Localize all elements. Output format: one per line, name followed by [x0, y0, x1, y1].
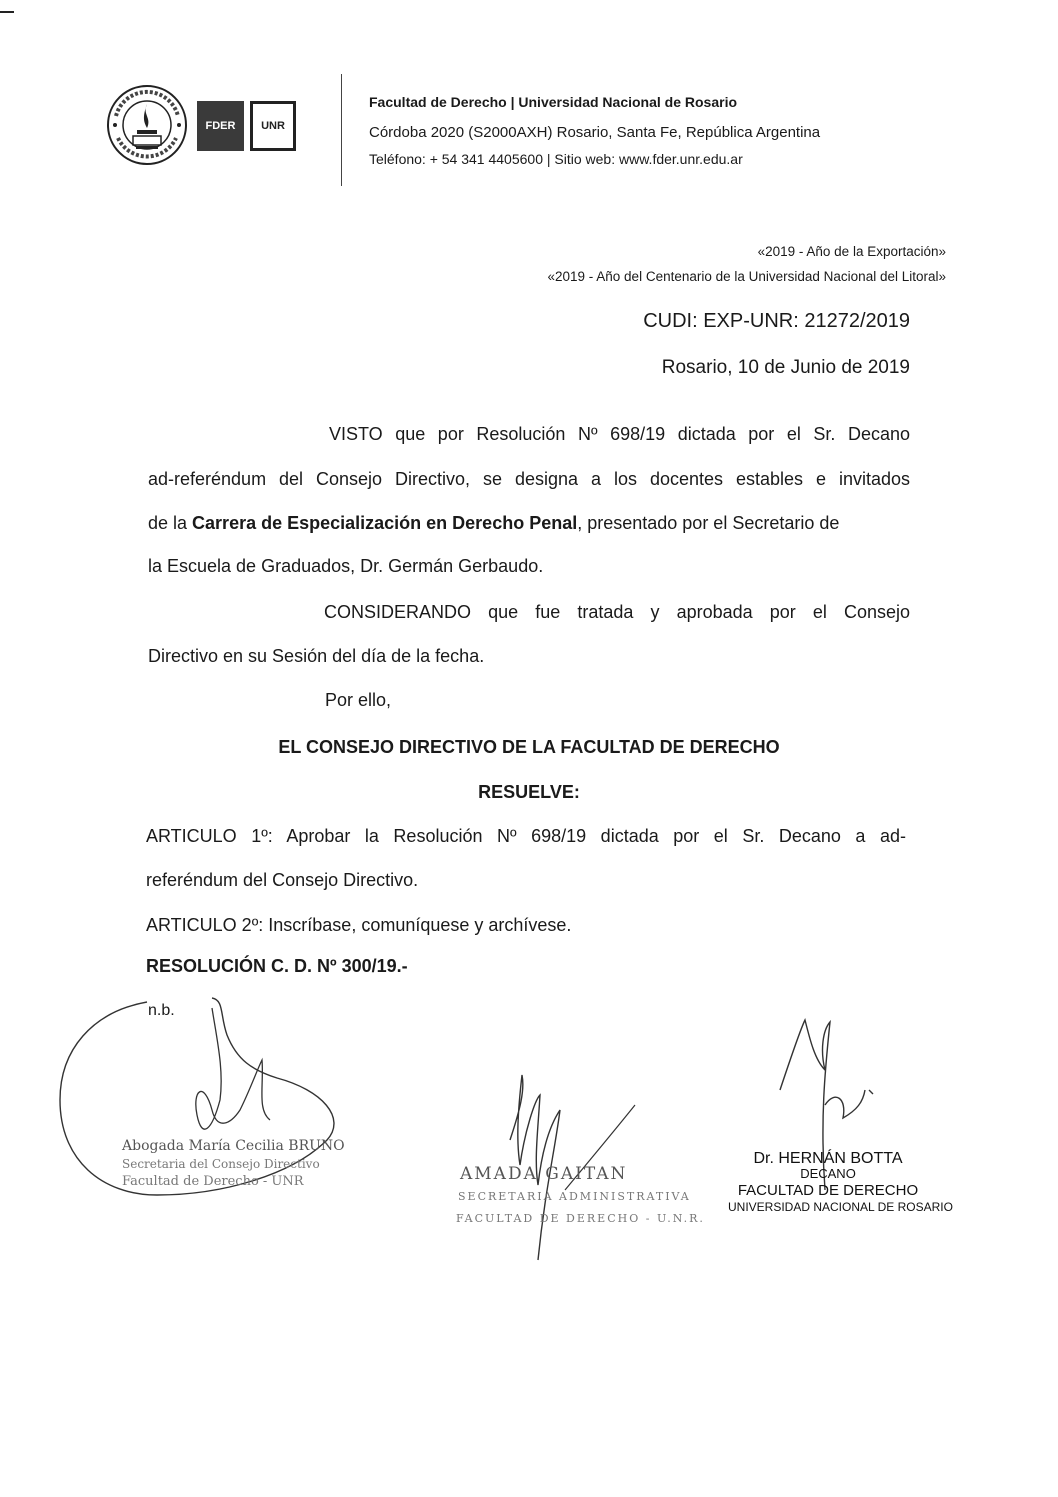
- por-ello: Por ello,: [325, 690, 392, 710]
- left-signer-name: Abogada María Cecilia BRUNO: [122, 1138, 345, 1154]
- program-name: Carrera de Especialización en Derecho Penal: [192, 513, 578, 533]
- nb-initials: n.b.: [148, 1002, 175, 1019]
- left-signer-role: Secretaria del Consejo Directivo: [122, 1157, 320, 1171]
- motto-centenario: «2019 - Año del Centenario de la Universidad Nacional del Litoral»: [547, 269, 946, 284]
- resuelve-heading: RESUELVE:: [478, 782, 580, 802]
- considerando-line-2: Directivo en su Sesión del día de la fecha.: [148, 646, 485, 666]
- institution-contact: Teléfono: + 54 341 4405600 | Sitio web: www.fder.unr.edu.ar: [369, 151, 743, 167]
- institution-name: Facultad de Derecho | Universidad Nacional de Rosario: [369, 94, 738, 110]
- middle-signer-role: SECRETARIA ADMINISTRATIVA: [458, 1190, 691, 1203]
- resolution-number: RESOLUCIÓN C. D. Nº 300/19.-: [146, 956, 408, 976]
- considerando-line-1: CONSIDERANDO que fue tratada y aprobada por el Consejo: [324, 602, 910, 622]
- article-2: ARTICULO 2º: Inscríbase, comuníquese y archívese.: [146, 915, 572, 935]
- motto-exportacion: «2019 - Año de la Exportación»: [757, 244, 946, 259]
- university-seal-logo: [106, 84, 188, 166]
- right-signer-name: Dr. HERNÁN BOTTA: [753, 1150, 903, 1167]
- fder-logo: FDER: [197, 101, 244, 151]
- visto-line-2: ad-referéndum del Consejo Directivo, se designa a los docentes estables e invitados: [148, 469, 910, 489]
- right-signer-university: UNIVERSIDAD NACIONAL DE ROSARIO: [728, 1200, 953, 1214]
- visto-line-3-pre: de la: [148, 513, 193, 533]
- document-date: Rosario, 10 de Junio de 2019: [661, 357, 910, 378]
- unr-logo: UNR: [250, 101, 296, 151]
- visto-line-3-post: , presentado por el Secretario de: [577, 513, 840, 533]
- middle-signer-office: FACULTAD DE DERECHO - U.N.R.: [456, 1212, 705, 1225]
- council-heading: EL CONSEJO DIRECTIVO DE LA FACULTAD DE DERECHO: [278, 737, 780, 757]
- right-signer-faculty: FACULTAD DE DERECHO: [737, 1182, 919, 1199]
- article-1-line-1: ARTICULO 1º: Aprobar la Resolución Nº 698/19 dictada por el Sr. Decano a ad-: [146, 826, 906, 846]
- visto-line-4: la Escuela de Graduados, Dr. Germán Gerbaudo.: [148, 556, 544, 576]
- right-signer-role: DECANO: [800, 1166, 856, 1181]
- scan-corner-mark: [0, 11, 14, 13]
- visto-line-1: VISTO que por Resolución Nº 698/19 dictada por el Sr. Decano: [329, 424, 910, 444]
- header-divider: [341, 74, 342, 186]
- cudi-reference: CUDI: EXP-UNR: 21272/2019: [643, 310, 910, 332]
- middle-signer-name: AMADA GAITAN: [460, 1164, 628, 1184]
- article-1-line-2: referéndum del Consejo Directivo.: [146, 870, 419, 890]
- left-signer-office: Facultad de Derecho - UNR: [122, 1174, 304, 1189]
- visto-line-3: [148, 513, 910, 534]
- institution-address: Córdoba 2020 (S2000AXH) Rosario, Santa Fe, República Argentina: [369, 124, 821, 141]
